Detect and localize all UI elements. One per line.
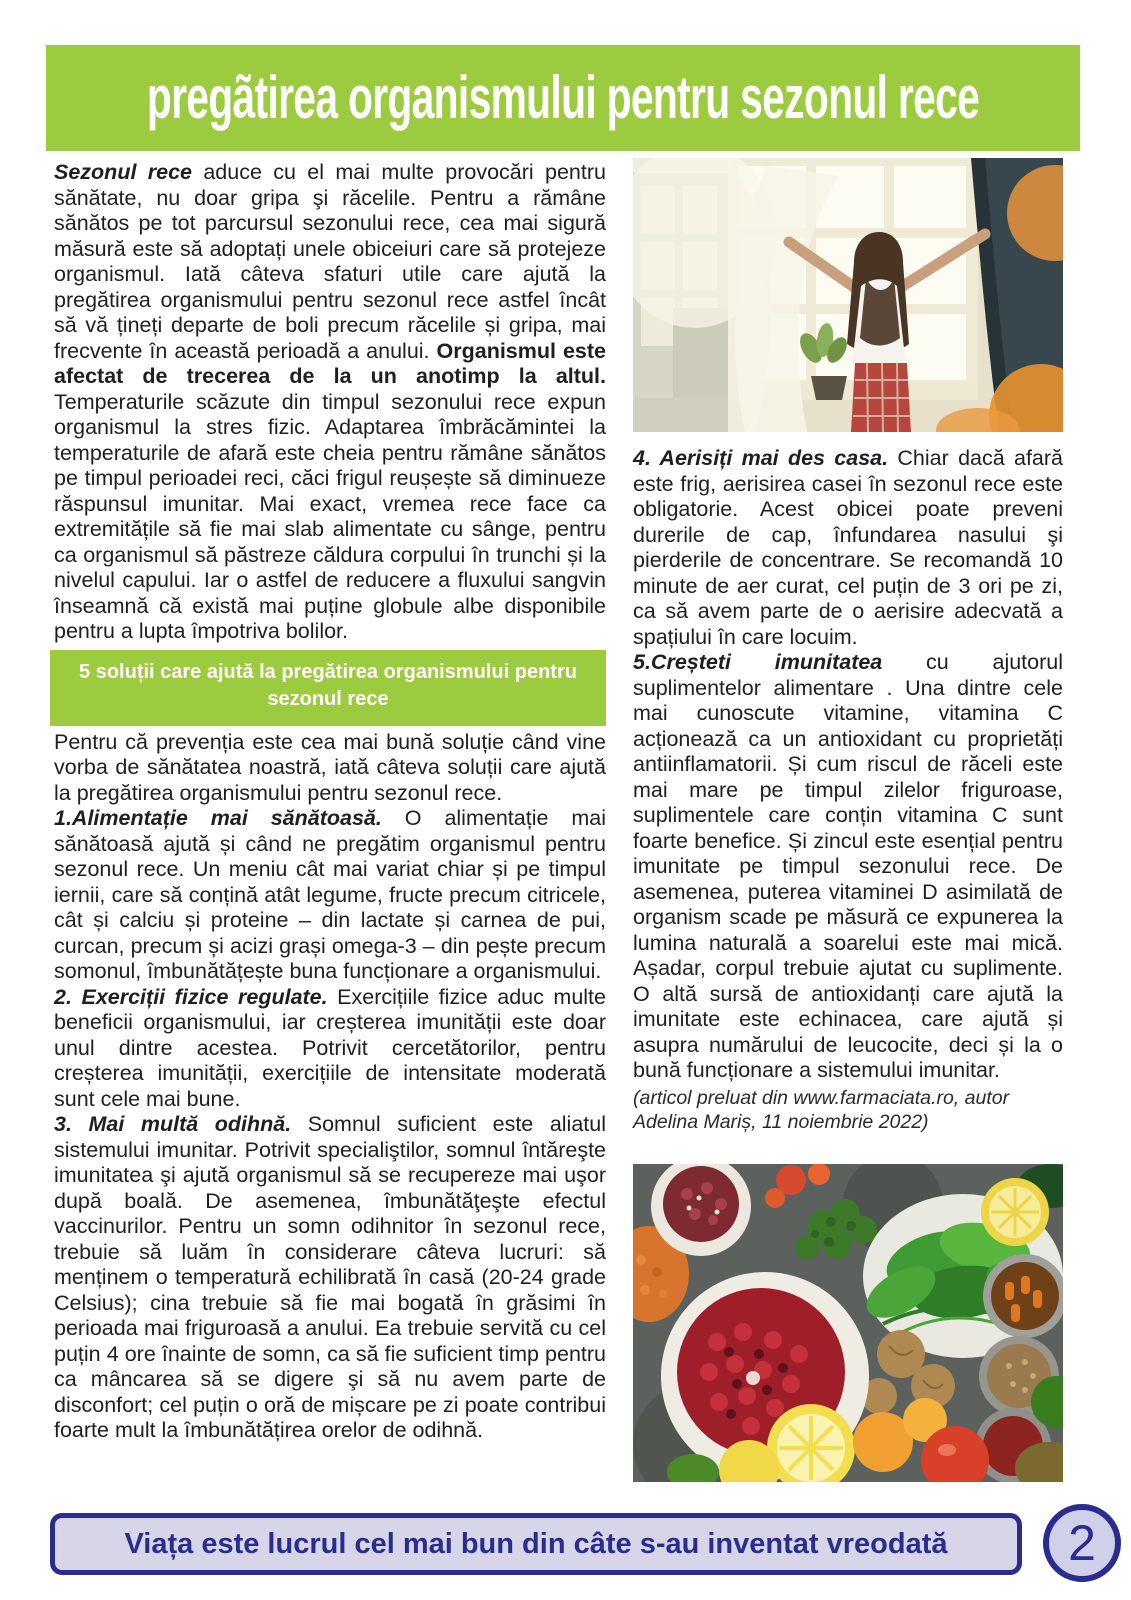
- right-column: [633, 158, 1063, 1482]
- footer-quote-box: [50, 1513, 1022, 1575]
- list-item-4: [633, 446, 1063, 650]
- solutions-heading: 5 soluții care ajută la pregătirea organismului pentru sezonul rece: [79, 660, 577, 710]
- paragraph-lead: Sezonul rece: [54, 160, 192, 184]
- solutions-intro: Pentru că prevenția este cea mai bună soluție când vine vorba de sănătatea noastră, iată câteva soluții care ajută la pregătirea organismului pentru sezonul rece.: [54, 729, 606, 805]
- article-attribution: (articol preluat din www.farmaciata.ro, autor Adelina Mariș, 11 noiembrie 2022): [633, 1086, 1010, 1133]
- item-label: 1.Alimentație mai sănătoasă.: [54, 806, 382, 830]
- item-text: Somnul suficient este aliatul sistemului imunitar. Potrivit specialiştilor, somnul întăreşte imunitatea şi ajută organismul să se recupereze mai uşor după boală. De asemenea, îmbunătăţeşte efectul vaccinurilor. Pentru un somn odihnitor în sezonul rece, trebuie să luăm în considerare câteva lucruri: să menținem o temperatură echilibrată în casă (20-24 grade Celsius); cina trebuie să fie mai bogată în grăsimi în perioada mai friguroasă a anului. Ea trebuie servită cu cel puțin 4 ore înainte de somn, ca să fie suficient timp pentru ca mâncarea să se digere şi să nu avem parte de disconfort; cel puțin o oră de mișcare pe zi poate contribui foarte mult la îmbunătățirea orelor de odihnă.: [54, 1112, 606, 1442]
- paragraph-text: Temperaturile scăzute din timpul sezonului rece expun organismul la stres fizic. Adaptarea îmbrăcămintei la temperaturile de afară este cheia pentru rămâne sănătos pe timpul perioadei reci, căci frigul reușește să diminueze răspunsul imunitar. Mai exact, vremea rece face ca extremitățile să fie mai slab alimentate cu sânge, pentru ca organismul să păstreze căldura corpului în trunchi și la nivelul capului. Iar o astfel de reducere a fluxului sangvin înseamnă că există mai puține globule albe disponibile pentru a lupta împotriva bolilor.: [54, 389, 606, 643]
- healthy-foods-photo: [633, 1164, 1063, 1482]
- page-title: pregãtirea organismului pentru sezonul rece: [146, 64, 980, 131]
- page-header: [46, 45, 1080, 151]
- paragraph-bold: Organismul este afectat de trecerea de la un anotimp la altul.: [54, 338, 606, 388]
- item-label: 4. Aerisiți mai des casa.: [633, 446, 889, 470]
- item-label: 5.Creșteti imunitatea: [633, 650, 883, 674]
- intro-paragraph: [54, 160, 606, 645]
- item-text: cu ajutorul suplimentelor alimentare . Una dintre cele mai cunoscute vitamine, vitamina C acționează ca un antioxidant cu proprietăți antiinflamatorii. Și cum riscul de răceli este mai mare pe timpul zilelor friguroase, suplimentele care conțin vitamina C sunt foarte benefice. Și zincul este esențial pentru imunitate pe timpul sezonului rece. De asemenea, puterea vitaminei D asimilată de organism scade pe măsură ce expunerea la lumina naturală a soarelui este mai mică. Așadar, corpul trebuie ajutat cu suplimente. O altă sursă de antioxidanți care ajută la imunitate este echinacea, care ajută și asupra numărului de leucocite, deci și la o bună funcționare a sistemului imunitar.: [633, 650, 1063, 1082]
- item-text: Chiar dacă afară este frig, aerisirea casei în sezonul rece este obligatorie. Acest obicei poate preveni durerile de cap, înfundarea nasului şi pierderile de concentrare. Se recomandă 10 minute de aer curat, cel puțin de 3 ori pe zi, ca să avem parte de o aerisire adecvată a spațiului în care locuim.: [633, 446, 1063, 649]
- item-text: Exercițiile fizice aduc multe beneficii organismului, iar creșterea imunității este doar unul dintre acestea. Potrivit cercetătorilor, pentru creșterea imunității, exercițiile de intensitate moderată sunt cele mai bune.: [54, 984, 606, 1111]
- photo-healthy-foods-figure: [633, 1164, 1063, 1482]
- item-label: 2. Exerciții fizice regulate.: [54, 984, 328, 1009]
- left-column: [54, 160, 606, 1444]
- photo-woman-window-figure: [633, 158, 1063, 432]
- solutions-heading-box: [50, 650, 606, 726]
- list-item-2: [54, 985, 606, 1113]
- item-text: O alimentație mai sănătoasă ajută și când ne pregătim organismul pentru sezonul rece. Un meniu cât mai variat chiar și pe timpul iernii, care să conțină atât legume, fructe precum citricele, cât și calciu și proteine – din lactate și carnea de pui, curcan, precum și acizi grași omega-3 – din pește precum somonul, îmbunătățește buna funcționare a organismului.: [54, 806, 606, 983]
- list-item-5: [633, 650, 1063, 1084]
- page-number: 2: [1068, 1515, 1096, 1571]
- list-item-3: [54, 1112, 606, 1444]
- paragraph-text: aduce cu el mai multe provocări pentru sănătate, nu doar gripa şi răcelile. Pentru a rămâne sănătos pe tot parcursul sezonului rece, cea mai sigură măsură este să adoptați unele obiceiuri care să protejeze organismul. Iată câteva sfaturi utile care ajută la pregătirea organismului pentru sezonul rece astfel încât să vă țineți departe de boli precum răcelile și gripa, mai frecvente în această perioadă a anului.: [54, 160, 606, 363]
- right-column-text: [633, 446, 1063, 1135]
- footer-quote: Viața este lucrul cel mai bun din câte s-au inventat vreodată: [124, 1527, 948, 1560]
- page-number-badge: [1043, 1504, 1121, 1582]
- item-label: 3. Mai multă odihnă.: [54, 1112, 292, 1136]
- list-item-1: [54, 806, 606, 985]
- woman-opening-curtains-photo: [633, 158, 1063, 432]
